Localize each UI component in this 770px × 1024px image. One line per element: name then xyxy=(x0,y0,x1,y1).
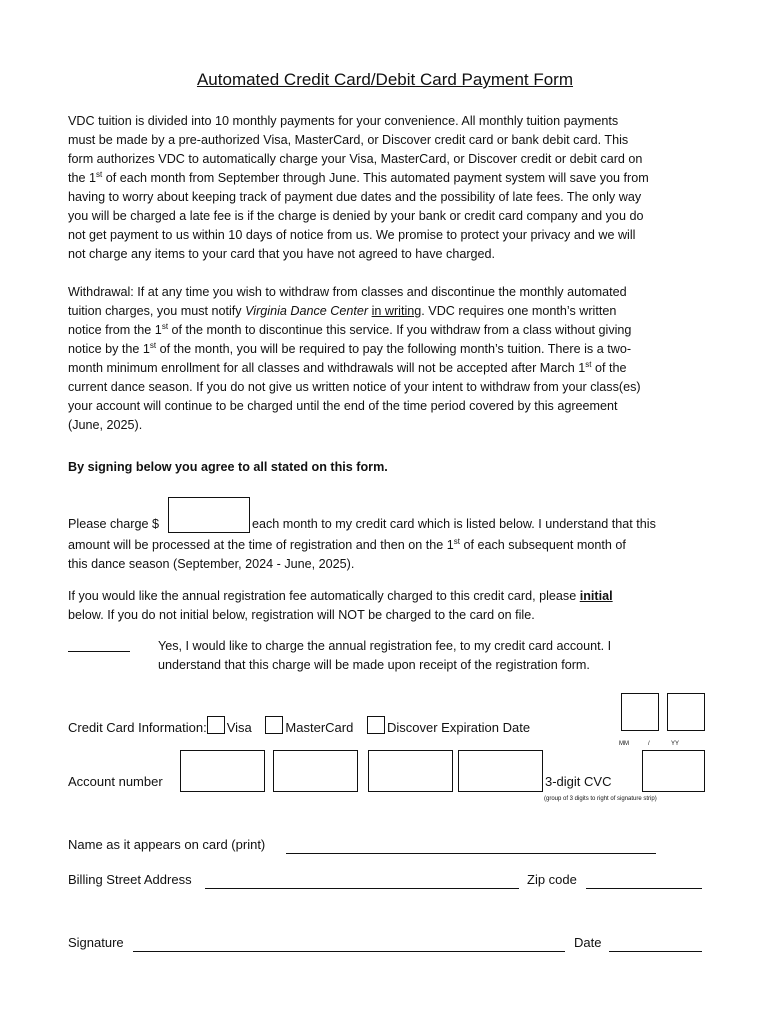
intro-line: must be made by a pre-authorized Visa, MasterCard, or Discover credit card or bank debit card. This xyxy=(68,133,629,147)
account-number-group-3[interactable] xyxy=(368,750,453,792)
intro-line: not charge any items to your card that you have not agreed to have charged. xyxy=(68,247,496,261)
intro-line: you will be charged a late fee is if the charge is denied by your bank or credit card company and you do xyxy=(68,209,644,223)
date-label: Date xyxy=(574,935,602,950)
charge-text: each month to my credit card which is listed below. I understand that this xyxy=(252,517,656,531)
withdrawal-line: (June, 2025). xyxy=(68,418,143,432)
name-label: Name as it appears on card (print) xyxy=(68,837,266,852)
intro-line: VDC tuition is divided into 10 monthly payments for your convenience. All monthly tuition payments xyxy=(68,114,619,128)
registration-fee-paragraph xyxy=(68,587,702,625)
intro-line: having to worry about keeping track of payment due dates and the possibility of late fees. The only way xyxy=(68,190,642,204)
withdrawal-line: notice by the 1st of the month, you will be required to pay the following month’s tuition. There is a two- xyxy=(68,340,632,356)
registration-consent xyxy=(158,637,698,675)
withdrawal-line: your account will continue to be charged until the end of the time period covered by this agreement xyxy=(68,399,618,413)
billing-address-field[interactable] xyxy=(205,873,519,889)
withdrawal-line: tuition charges, you must notify Virginia Dance Center in writing. VDC requires one month’s written xyxy=(68,304,617,318)
regfee-line: below. If you do not initial below, registration will NOT be charged to the card on file. xyxy=(68,608,535,622)
date-separator: / xyxy=(648,741,650,747)
billing-address-label: Billing Street Address xyxy=(68,872,192,887)
expiration-year-field[interactable] xyxy=(667,693,705,731)
account-number-group-4[interactable] xyxy=(458,750,543,792)
charge-paragraph xyxy=(68,536,702,574)
regfee-line: If you would like the annual registration fee automatically charged to this credit card, please initial xyxy=(68,589,613,603)
withdrawal-line: Withdrawal: If at any time you wish to withdraw from classes and discontinue the monthly automated xyxy=(68,285,627,299)
withdrawal-paragraph xyxy=(68,283,702,435)
year-hint: YY xyxy=(671,741,680,747)
account-number-label: Account number xyxy=(68,774,163,789)
card-info-label: Credit Card Information: xyxy=(68,720,207,735)
agreement-statement: By signing below you agree to all stated on this form. xyxy=(68,460,388,474)
mastercard-label: MasterCard xyxy=(285,720,354,735)
expiration-label: Expiration Date xyxy=(441,720,531,735)
intro-line: not get payment to us within 10 days of notice from us. We promise to protect your privacy and we will xyxy=(68,228,636,242)
cvc-field[interactable] xyxy=(642,750,705,792)
signature-field[interactable] xyxy=(133,936,565,952)
zip-label: Zip code xyxy=(527,872,577,887)
charge-line: this dance season (September, 2024 - June, 2025). xyxy=(68,557,355,571)
charge-label: Please charge $ xyxy=(68,517,160,531)
discover-checkbox[interactable] xyxy=(367,716,385,734)
page-title: Automated Credit Card/Debit Card Payment Form xyxy=(196,70,574,89)
zip-field[interactable] xyxy=(586,873,702,889)
intro-line: the 1st of each month from September through June. This automated payment system will save you from xyxy=(68,169,649,185)
initial-field[interactable] xyxy=(68,636,130,652)
cvc-note: (group of 3 digits to right of signature strip) xyxy=(544,796,657,802)
consent-line: understand that this charge will be made upon receipt of the registration form. xyxy=(158,658,590,672)
account-number-group-1[interactable] xyxy=(180,750,265,792)
visa-checkbox[interactable] xyxy=(207,716,225,734)
name-field[interactable] xyxy=(286,838,656,854)
account-number-group-2[interactable] xyxy=(273,750,358,792)
cvc-label: 3-digit CVC xyxy=(545,774,612,789)
charge-line: amount will be processed at the time of registration and then on the 1st of each subsequent month of xyxy=(68,536,626,552)
consent-line: Yes, I would like to charge the annual registration fee, to my credit card account. I xyxy=(158,639,612,653)
intro-paragraph xyxy=(68,112,702,264)
withdrawal-line: month minimum enrollment for all classes and withdrawals will not be accepted after March 1st of the xyxy=(68,359,627,375)
charge-amount-field[interactable] xyxy=(168,497,250,533)
visa-label: Visa xyxy=(226,720,252,735)
card-type-row xyxy=(68,716,530,735)
mastercard-checkbox[interactable] xyxy=(265,716,283,734)
signature-label: Signature xyxy=(68,935,124,950)
expiration-month-field[interactable] xyxy=(621,693,659,731)
date-field[interactable] xyxy=(609,936,702,952)
discover-label: Discover xyxy=(386,720,438,735)
withdrawal-line: current dance season. If you do not give us written notice of your intent to withdraw from your class(es) xyxy=(68,380,641,394)
withdrawal-line: notice from the 1st of the month to discontinue this service. If you withdraw from a class without giving xyxy=(68,321,632,337)
month-hint: MM xyxy=(619,741,629,747)
intro-line: form authorizes VDC to automatically charge your Visa, MasterCard, or Discover credit or debit card on xyxy=(68,152,643,166)
